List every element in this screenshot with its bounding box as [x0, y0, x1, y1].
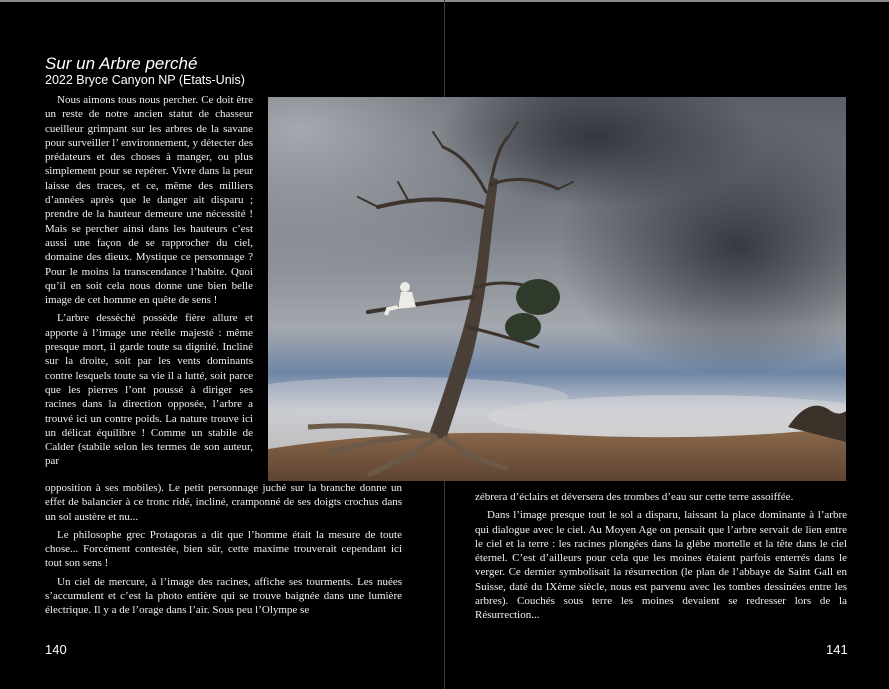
chapter-subtitle: 2022 Bryce Canyon NP (Etats-Unis)	[45, 73, 245, 87]
paragraph: Nous aimons tous nous percher. Ce doit être un reste de notre ancien statut de chasseur cueilleur grimpant sur les arbres de la savane pour surveiller l’ environnement, y détecter des prédateurs et des choses à manger, ou plus simplement pour se repérer. Vivre dans la peur laisse des traces, et ce, même des milliers d’années après que le danger ait disparu ; prendre de la hauteur demeure une nécessité ! Mais se percher ainsi dans les hauteurs c’est aussi une façon de se rapprocher du ciel, domaine des dieux. Mystique ce personnage ? Pour le moins la transcendance l’habite. Quoi qu’il en soit cela nous donne une bien belle image de cet homme en quête de sens !	[45, 94, 253, 307]
left-column-bottom	[45, 481, 402, 618]
tree-photo-image	[268, 97, 846, 481]
paragraph: opposition à ses mobiles). Le petit personnage juché sur la branche donne un effet de balancier à ce tronc ridé, incliné, cramponné de ses doigts crochus dans un sol austère et nu...	[45, 482, 402, 523]
right-column	[475, 490, 847, 623]
page-number-right: 141	[826, 642, 848, 657]
paragraph: L’arbre desséché possède fière allure et apporte à l’image une réelle majesté : même presque mort, il garde toute sa dignité. Incliné sur la droite, soit par les vents dominants contre lesquels toute sa vie il a lutté, soit parce que les pierres l’ont poussé à diriger ses racines dans la direction opposée, l’arbre a trouvé ici un contre poids. La nature trouve ici un délicat équilibre ! Comme un stabile de Calder (stabile selon les termes de son auteur, par	[45, 312, 253, 468]
paragraph: zébrera d’éclairs et déversera des trombes d’eau sur cette terre assoiffée.	[475, 491, 794, 503]
chapter-title: Sur un Arbre perché	[45, 54, 198, 73]
tree-photograph	[268, 97, 846, 481]
paragraph: Un ciel de mercure, à l’image des racines, affiche ses tourments. Les nuées s’accumulent et c’est la photo entière qui se trouve baignée dans une lumière électrique. Il y a de l’orage dans l’air. Sous peu l’Olympe se	[45, 575, 402, 617]
left-column-top	[45, 93, 253, 469]
paragraph: Dans l’image presque tout le sol a disparu, laissant la place dominante à l’arbre qui dialogue avec le ciel. Au Moyen Age on pensait que l’arbre servait de lien entre le ciel et la terre : les racines plongées dans la glèbe mortelle et la tête dans le ciel éternel. C’est d’ailleurs pour cela que les moines étaient parfois enterrés dans le verger. Ce dernier symbolisait la résurrection (le plan de l’abbaye de Saint Gall en Suisse, daté du IXème siècle, nous est parvenu avec les tombes dessinées entre les arbres). Couchés sous terre les moines devaient se redresser lors de la Résurrection...	[475, 509, 847, 622]
paragraph: Le philosophe grec Protagoras a dit que l’homme était la mesure de toute chose... Forcément contestée, bien sûr, cette maxime trouverait cependant ici tout son sens !	[45, 528, 402, 570]
page-number-left: 140	[45, 642, 67, 657]
